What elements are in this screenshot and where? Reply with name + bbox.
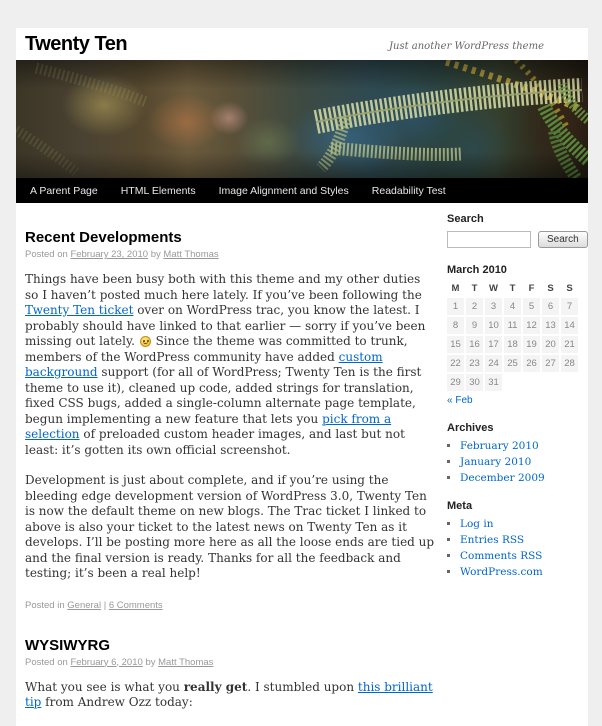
meta-widget-title: Meta [447, 500, 473, 512]
twenty-ten-ticket-link[interactable]: Twenty Ten ticket [25, 303, 134, 317]
main-navigation [16, 178, 588, 203]
site-tagline: Just another WordPress theme [389, 41, 544, 52]
post-date-link[interactable]: February 23, 2010 [70, 249, 149, 260]
comments-rss-link[interactable]: Comments RSS [460, 550, 543, 562]
calendar-day: 2 [466, 298, 483, 315]
calendar-day: 20 [542, 336, 559, 353]
calendar-day: 7 [561, 298, 578, 315]
post-recent-developments [25, 229, 437, 611]
calendar-day: 14 [561, 317, 578, 334]
text-run: over on WordPress trac, you know the latest. I probably should have linked to that earlier — sorry if you’ve been missing out lately. [25, 303, 426, 348]
calendar-day: 19 [523, 336, 540, 353]
calendar-day: 26 [523, 355, 540, 372]
calendar-day: 13 [542, 317, 559, 334]
calendar-day: 16 [466, 336, 483, 353]
header-image-ferns [16, 60, 588, 178]
entries-rss-link[interactable]: Entries RSS [460, 534, 525, 546]
text-run: Things have been busy both with this theme and my other duties so I haven’t posted much here lately. If you’ve been following the [25, 272, 422, 302]
comments-link[interactable]: 6 Comments [108, 599, 163, 611]
post-paragraph: Development is just about complete, and if you’re using the bleeding edge development version of WordPress 3.0, Twenty Ten is now the default theme on new blogs. The Trac ticket I linked to above is also your ticket to the latest news on Twenty Ten as it develops. I’ll be posting more here as all the loose ends are tied up and the final version is ready. Thanks for all the feedback and testing; it’s been a real help! [25, 473, 435, 580]
calendar-day: 18 [504, 336, 521, 353]
log-in-link[interactable]: Log in [460, 518, 494, 530]
calendar-day: 1 [447, 298, 464, 315]
calendar-empty-cell [542, 374, 559, 391]
post-meta [25, 657, 437, 668]
calendar-day: 22 [447, 355, 464, 372]
calendar-day: 15 [447, 336, 464, 353]
post-author-link[interactable]: Matt Thomas [158, 656, 214, 668]
nav-item-image-alignment[interactable]: Image Alignment and Styles [218, 184, 349, 197]
weekday-header: S [547, 283, 554, 294]
calendar-day: 25 [504, 355, 521, 372]
post-paragraph [25, 680, 437, 711]
header-vignette [16, 60, 588, 178]
text-run: of preloaded custom header images, and last but not least: it’s gotten its own official screenshot. [25, 427, 405, 457]
wordpress-com-link[interactable]: WordPress.com [460, 566, 543, 578]
calendar-day: 27 [542, 355, 559, 372]
post-wysiwyrg [25, 637, 437, 711]
text-run: support (for all of WordPress; Twenty Ten is the first theme to use it), cleaned up code, added strings for translation, fixed CSS bugs, added a single-column alternate page template, begun implementing a new feature that lets you [25, 365, 422, 426]
weekday-header: T [509, 283, 516, 294]
custom-background-link[interactable]: custom background [25, 349, 383, 379]
post-author-link[interactable]: Matt Thomas [163, 249, 219, 260]
meta-widget [447, 500, 588, 578]
nav-item-readability-test[interactable]: Readability Test [371, 184, 446, 197]
post-paragraph [25, 272, 437, 458]
calendar-day: 11 [504, 317, 521, 334]
calendar-caption: March 2010 [447, 264, 507, 276]
weekday-header: T [471, 283, 478, 294]
calendar-day: 5 [523, 298, 540, 315]
list-item [460, 440, 588, 452]
meta-label: Posted in [25, 599, 65, 611]
calendar-empty-cell [523, 374, 540, 391]
calendar-day: 29 [447, 374, 464, 391]
calendar-day: 3 [485, 298, 502, 315]
weekday-header: W [489, 283, 498, 294]
weekday-header: F [528, 283, 535, 294]
main-column [25, 213, 437, 726]
post-footer-meta [25, 600, 437, 611]
calendar-day: 10 [485, 317, 502, 334]
calendar-day: 12 [523, 317, 540, 334]
list-item [460, 518, 588, 530]
smiley-emoticon-icon [140, 336, 151, 347]
meta-label: Posted on [25, 249, 68, 260]
calendar-day: 6 [542, 298, 559, 315]
calendar-day: 28 [561, 355, 578, 372]
calendar-day: 4 [504, 298, 521, 315]
post-date-link[interactable]: February 6, 2010 [70, 656, 143, 668]
nav-item-a-parent-page[interactable]: A Parent Page [30, 184, 98, 197]
search-button[interactable]: Search [538, 231, 588, 248]
site-title-link[interactable]: Twenty Ten [25, 33, 128, 55]
meta-label: Posted on [25, 656, 68, 668]
calendar-day: 30 [466, 374, 483, 391]
text-run: What you see is what you [25, 679, 184, 694]
archive-link-january-2010[interactable]: January 2010 [460, 456, 532, 468]
archives-widget [447, 422, 588, 484]
list-item [460, 550, 588, 562]
meta-label: by [150, 249, 161, 260]
list-item [460, 566, 588, 578]
weekday-header: S [566, 283, 573, 294]
calendar-table [445, 264, 580, 393]
calendar-day: 17 [485, 336, 502, 353]
weekday-header: M [451, 283, 460, 294]
archive-link-december-2009[interactable]: December 2009 [460, 472, 545, 484]
calendar-day: 8 [447, 317, 464, 334]
search-widget [447, 213, 588, 248]
content-area [16, 203, 588, 726]
calendar-prev-month-link[interactable]: « Feb [447, 395, 473, 406]
archives-widget-title: Archives [447, 422, 494, 434]
text-run: from Andrew Ozz today: [41, 695, 193, 709]
page-container [16, 28, 588, 726]
meta-label: by [145, 656, 156, 668]
list-item [460, 472, 588, 484]
pick-from-selection-link[interactable]: pick from a selection [25, 411, 392, 441]
calendar-day: 9 [466, 317, 483, 334]
search-input[interactable] [447, 231, 531, 248]
calendar-day: 24 [485, 355, 502, 372]
archive-link-february-2010[interactable]: February 2010 [460, 440, 539, 452]
text-run: . I stumbled upon [247, 679, 358, 694]
calendar-day: 31 [485, 374, 502, 391]
search-widget-title: Search [447, 213, 484, 225]
post-title[interactable]: WYSIWYRG [25, 636, 110, 654]
sidebar [447, 213, 588, 726]
meta-separator: | [103, 599, 107, 611]
list-item [460, 456, 588, 468]
calendar-day: 21 [561, 336, 578, 353]
category-link[interactable]: General [67, 599, 102, 611]
post-meta [25, 249, 437, 260]
calendar-empty-cell [504, 374, 521, 391]
site-header [16, 28, 588, 60]
text-run: Since the theme was committed to trunk, members of the WordPress community have added [25, 334, 408, 364]
nav-item-html-elements[interactable]: HTML Elements [120, 184, 196, 197]
brilliant-tip-link[interactable]: this brilliant tip [25, 679, 433, 709]
calendar-widget [447, 264, 588, 406]
post-title[interactable]: Recent Developments [25, 229, 182, 246]
bold-text: really get [183, 679, 248, 694]
calendar-empty-cell [561, 374, 578, 391]
list-item [460, 534, 588, 546]
calendar-day: 23 [466, 355, 483, 372]
